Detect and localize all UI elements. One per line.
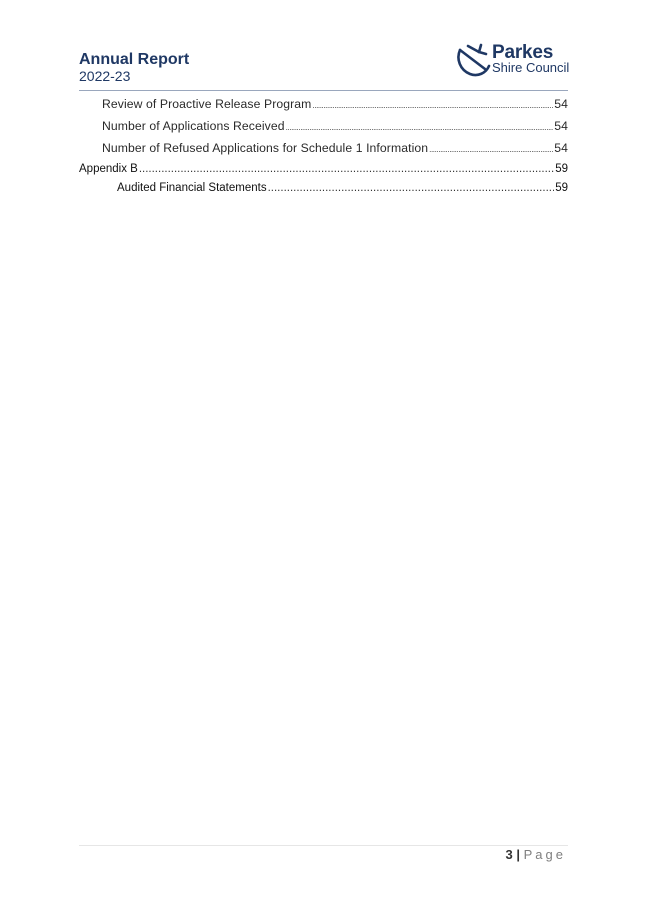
toc-leader bbox=[312, 101, 553, 110]
toc-entry-page: 59 bbox=[555, 163, 568, 175]
parkes-dish-icon bbox=[455, 42, 491, 78]
toc-leader bbox=[268, 182, 555, 194]
toc-entry-page: 59 bbox=[555, 182, 568, 194]
footer-rule bbox=[79, 845, 568, 846]
toc-entry-label: Number of Refused Applications for Schedule 1 Information bbox=[102, 141, 429, 155]
toc-entry-page: 54 bbox=[554, 97, 568, 111]
toc-leader bbox=[429, 145, 553, 154]
toc-entry-label: Appendix B bbox=[79, 163, 138, 175]
toc-entry[interactable] bbox=[102, 119, 568, 133]
logo-subtitle: Shire Council bbox=[492, 60, 570, 75]
toc-entry-label: Review of Proactive Release Program bbox=[102, 97, 312, 111]
toc-entry-page: 54 bbox=[554, 119, 568, 133]
page-footer bbox=[506, 847, 567, 862]
toc-entry[interactable] bbox=[102, 141, 568, 155]
toc-entry-page: 54 bbox=[554, 141, 568, 155]
page-word: Page bbox=[523, 847, 566, 862]
toc-entry[interactable] bbox=[102, 97, 568, 111]
toc-entry-label: Number of Applications Received bbox=[102, 119, 285, 133]
council-logo bbox=[455, 42, 570, 78]
header-rule bbox=[79, 90, 568, 91]
toc-entry[interactable] bbox=[79, 163, 568, 175]
toc-leader bbox=[286, 123, 554, 132]
header-title: Annual Report bbox=[79, 51, 190, 68]
page-separator: | bbox=[516, 847, 520, 862]
toc-entry[interactable] bbox=[117, 182, 568, 194]
page-number: 3 bbox=[505, 847, 513, 862]
toc-entry-label: Audited Financial Statements bbox=[117, 182, 267, 194]
header-year: 2022-23 bbox=[79, 68, 131, 84]
logo-name: Parkes bbox=[492, 42, 554, 63]
toc-leader bbox=[139, 163, 554, 175]
